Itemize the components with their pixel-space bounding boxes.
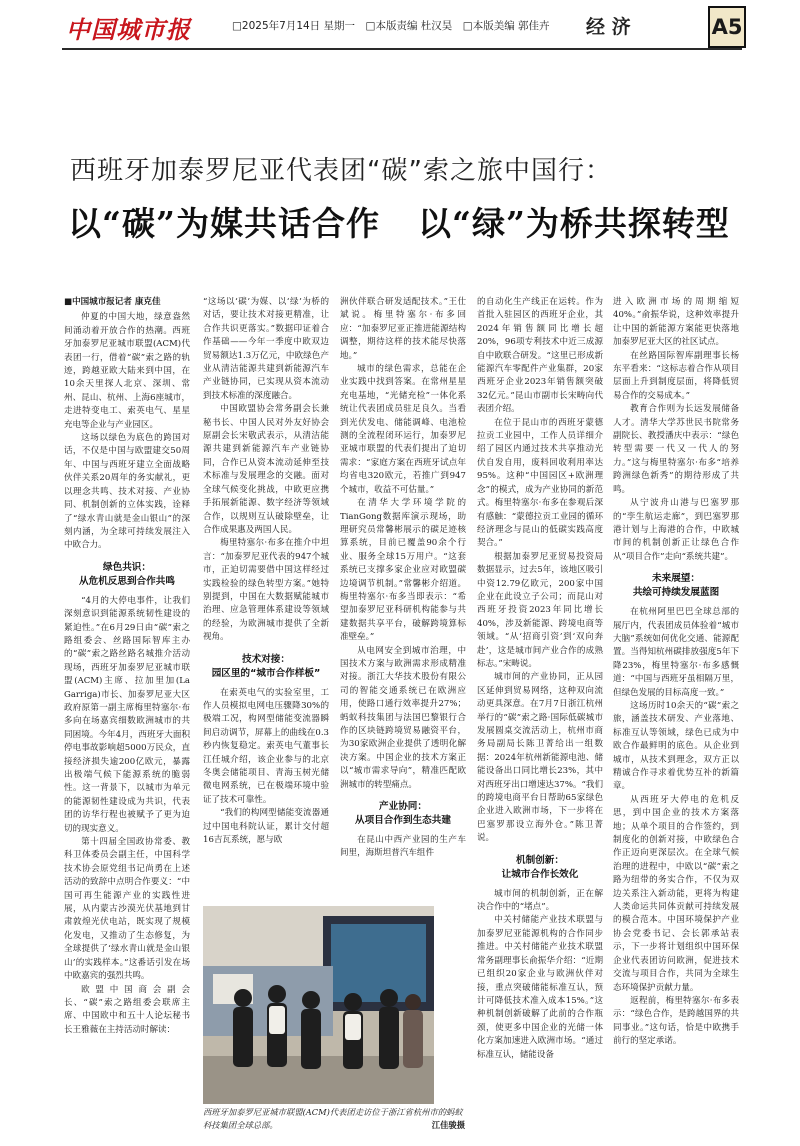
section-heading: 绿色共识： 从危机反思到合作共鸣 <box>79 561 175 587</box>
paragraph: 在昆山中西产业园的生产车间里，海斯坦普汽车组件 <box>340 835 466 859</box>
headline-part-1: 以“碳”为媒共话合作 <box>68 204 380 243</box>
page-number: A5 <box>708 6 746 48</box>
photo-caption <box>203 1106 465 1132</box>
photo-credit: 江佳骏摄 <box>431 1120 465 1130</box>
paragraph: 从西班牙大停电的危机反思，到中国企业的技术方案落地；从单个项目的合作签约，到制度化的创新对接，中欧绿色合作正迈向更深层次。在全球气候治理的进程中，中欧以“碳”索之路为纽带的务实合作，不仅为双边关系注入新动能，更将为构建人类命运共同体贡献可持续发展的模合范本。中国环境保护产业协会党委书记、会长郭承站表示，下一步将计划组织中国环保企业代表团访问欧洲，促进技术交流与项目合作，共同为全球生态环境保护贡献力量。 <box>613 794 739 993</box>
paragraph: 在索英电气的实验室里，工作人员模拟电网电压骤降30%的极端工况，构网型储能变流器瞬间启动调节，屏幕上的曲线在0.3秒内恢复稳定。索英电气董事长江任城介绍，该企业参与的北京冬奥会储能项目、青海玉树光储微电网系统，已在极端环境中验证了技术可靠性。 <box>203 687 329 805</box>
section-heading: 产业协同： 从项目合作到生态共建 <box>355 801 451 827</box>
dateline: □2025年7月14日 星期一 □本版责编 杜汉昊 □本版美编 郭佳卉 <box>232 20 550 32</box>
masthead <box>0 0 800 54</box>
article-column-5 <box>613 296 739 1049</box>
paragraph: 中国欧盟协会常务副会长兼秘书长、中国人民对外友好协会原副会长宋敬武表示，从清洁能源共建到新能源汽车产业链协同，合作已从资本流动延伸至技术标准与发展理念的交融。面对全球气候变化挑战，中欧更应携手拓展新能源、数字经济等领域合作，以规则互认破除壁垒，让合作成果惠及两国人民。 <box>203 404 329 535</box>
paragraph: 在丝路国际智库副理事长杨东平看来：“这标志着合作从项目层面上升到制度层面，将降低贸易合作的交易成本。” <box>613 350 739 401</box>
paragraph: 城市间的产业协同，正从园区延伸到贸易网络，这种双向流动更具深意。在7月7日浙江杭州举行的“碳”索之路·国际低碳城市发展圆桌交流活动上，杭州市商务局副局长陈卫菁给出一组数据：2024年杭州新能源电池、储能设备出口同比增长23%，其中对西班牙出口增速达37%。“我们的跨境电商平台日帮助65家绿色企业进入欧洲市场，下一步将在巴塞罗那设立海外仓。”陈卫菁说。 <box>477 672 603 844</box>
paragraph: “我们的构网型储能变流器通过中国电科院认证，累计交付超16吉瓦系统，愿与欧 <box>203 808 329 846</box>
headline-part-2: 以“绿”为桥共探转型 <box>417 204 730 243</box>
paragraph: 在清华大学环境学院的TianGong数据库演示现场，助理研究员常馨彬展示的碳足迹核算系统，目前已覆盖90余个行业、服务全球15万用户。“这套系统已支撑多家企业应对欧盟碳边境调节机制。”常馨彬介绍道。梅里特塞尔·布多当即表示：“希望加泰罗尼亚科研机构能参与共建数据共享平台，破解跨境算标准壁垒。” <box>340 498 466 643</box>
section-label: 经 济 <box>586 16 631 38</box>
paragraph: 根据加泰罗尼亚贸易投资局数据显示，过去5年，该地区吸引中资12.79亿欧元，200家中国企业在此设立子公司；而昆山对西班牙投资2023年同比增长40%，涉及新能源、跨境电商等领域。“从‘招商引资’到‘双向奔赴’，这是城市间产业合作的成熟标志。”宋畴说。 <box>477 551 603 669</box>
section-heading: 技术对接： 园区里的“城市合作样板” <box>211 653 321 679</box>
article-headline <box>68 198 738 245</box>
paragraph: 教育合作则为长远发展储备人才。清华大学苏世民书院常务副院长、教授潘庆中表示：“绿色转型需要一代又一代人的努力。”这与梅里特塞尔·布多“培养跨洲绿色新秀”的期待形成了共鸣。 <box>613 404 739 495</box>
section-heading: 机制创新： 让城市合作长效化 <box>501 854 579 880</box>
paragraph: 洲伙伴联合研发适配技术。”王仕斌说。梅里特塞尔·布多回应：“加泰罗尼亚正推进能源结构调整，期待这样的技术能尽快落地。” <box>340 297 466 361</box>
paragraph: 在位于昆山市的西班牙蒙德拉贡工业园中，工作人员详细介绍了园区内通过技术共享推动光伏自发自用，废料回收利用率达95%。这种“中国园区+欧洲理念”的模式，成为产业协同的新范式。梅里特塞尔·布多在参观后深有感触：“蒙德拉贡工业园的循环经济理念与昆山的低碳实践高度契合。” <box>477 417 603 549</box>
article-column-2 <box>203 296 329 847</box>
paragraph: 这场历时10余天的“碳”索之旅，涵盖技术研发、产业落地、标准互认等领域，绿色已成为中欧合作最鲜明的底色。从企业到城市，从技术到理念，双方正以精诚合作寻求着优势互补的新篇章。 <box>613 700 739 792</box>
paragraph: 第十四届全国政协常委、教科卫体委员会副主任，中国科学技术协会原党组书记尚勇在上述活动的致辞中点明合作要义：“中国可再生能源产业的实践性进展，从内蒙古沙漠光伏基地到甘肃敦煌光伏电站，既实现了规模化发电，又推动了生态修复，为全球提供了‘绿水青山就是金山银山’的实践样本。”这番话引发在场中欧嘉宾的强烈共鸣。 <box>64 837 190 982</box>
paragraph: 城市间的机制创新，正在解决合作中的“堵点”。 <box>477 888 603 913</box>
paragraph: 从宁波舟山港与巴塞罗那的“孪生航运走廊”，到巴塞罗那港计划与上海港的合作，中欧城市间的机制创新正让绿色合作从“项目合作”走向“系统共建”。 <box>613 498 739 562</box>
newspaper-logo: 中国城市报 <box>66 15 191 44</box>
article-column-1 <box>64 296 190 1037</box>
masthead-rule <box>62 48 742 50</box>
paragraph: 的自动化生产线正在运转。作为首批入驻园区的西班牙企业，其2024年销售额同比增长超20%，96项专利技术中近三成源自中欧联合研发。“这里已形成新能源汽车零配件产业集群，20家西班牙企业2023年销售额突破32亿元。”昆山市副市长宋畴向代表团介绍。 <box>477 297 603 415</box>
article-column-3 <box>340 296 466 861</box>
paragraph: “这场以‘碳’为媒、以‘绿’为桥的对话，要让技术对接更精准，让合作共识更落实。”数据印证着合作基础——今年一季度中欧双边贸易额达1.3万亿元，中欧绿色产业从清洁能源共建到新能源汽车产业链协同，已实现从资本流动到技术标准的深度融合。 <box>203 297 329 401</box>
paragraph: “4月的大停电事件，让我们深刻意识到能源系统韧性建设的紧迫性。”在6月29日由“碳”索之路组委会、丝路国际智库主办的“碳”索之路丝路名城推介活动现场，西班牙加泰罗尼亚城市联盟(ACM)主席、拉加里加(La Garriga)市长、加泰罗尼亚大区政府原第一副主席梅里特塞尔·布多向在场嘉宾细数欧洲城市的共同困境。今年4月，西班牙大面积停电事故影响超5000万民众，直接经济损失逾200亿欧元，暴露出极端气候下能源系统的脆弱性。这一背景下，以城市为单元的能源韧性建设成为共识，代表团的访华行程也被赋予了更为迫切的现实意义。 <box>64 595 190 834</box>
paragraph: 欧盟中国商会副会长、“碳”索之路组委会联席主席、中国欧中和五十人论坛秘书长王雅薇在主持活动时解读： <box>64 984 190 1035</box>
article-column-4 <box>477 296 603 1062</box>
paragraph: 从电网安全到城市治理，中国技术方案与欧洲需求形成精准对接。浙江大华技术股份有限公司的智能交通系统已在欧洲应用，使路口通行效率提升27%；蚂蚁科技集团与法国巴黎银行合作的区块链跨境贸易融资平台，为30家欧洲企业提供了透明化解决方案。中国企业的技术方案正以“城市需求导向”，精准匹配欧洲城市的转型痛点。 <box>340 645 466 790</box>
article-subhead: 西班牙加泰罗尼亚代表团“碳”索之旅中国行： <box>70 156 612 186</box>
paragraph: 在杭州阿里巴巴全球总部的展厅内，代表团成员体验着“城市大脑”系统如何优化交通、能源配置。当得知杭州碳排放强度5年下降23%，梅里特塞尔·布多感慨道：“中国与西班牙虽相隔万里，但绿色发展的目标高度一致。” <box>613 607 739 698</box>
paragraph: 中关村储能产业技术联盟与加泰罗尼亚能源机构的合作同步推进。中关村储能产业技术联盟常务副理事长俞振华介绍：“近期已组织20家企业与欧洲伙伴对接，重点突破储能标准互认，预计可降低技术准入成本15%。”这种机制创新破解了此前的合作瓶颈，使更多中国企业的光储一体化方案加速进入欧洲市场。“通过标准互认，储能设备 <box>477 915 603 1060</box>
delegation-photo <box>203 906 434 1104</box>
paragraph: 返程前，梅里特塞尔·布多表示：“绿色合作，是跨越国界的共同事业。”这句话，恰是中欧携手前行的坚定承诺。 <box>613 995 739 1047</box>
paragraph: 城市的绿色需求，总能在企业实践中找到答案。在常州星星充电基地，“光储充检”一体化系统让代表团成员驻足良久。当看到光伏发电、储能调峰、电池检测的全流程闭环运行，加泰罗尼亚城市联盟的代表们提出了迫切需求：“家庭方案在西班牙试点年均省电320欧元，若推广到947个城市，收益不可估量。” <box>340 364 466 495</box>
byline: ■中国城市报记者 康克佳 <box>64 297 161 307</box>
paragraph: 进入欧洲市场的周期缩短40%。”俞振华说，这种效率提升让中国的新能源方案能更快落地加泰罗尼亚大区的社区试点。 <box>613 297 739 348</box>
caption-text: 西班牙加泰罗尼亚城市联盟(ACM)代表团走访位于浙江省杭州市的蚂蚁科技集团全球总部。 <box>203 1107 463 1130</box>
paragraph: 仲夏的中国大地，绿意盎然间涌动着开放合作的热潮。西班牙加泰罗尼亚城市联盟(ACM)代表团一行，借着“碳”索之路的轨迹，跨越亚欧大陆来到中国，在10余天里探人北京、深圳、常州、昆山、杭州、上海6座城市，走进特变电工、索英电气、星星充电等企业与产业园区。 <box>64 312 190 430</box>
paragraph: 这场以绿色为底色的跨国对话，不仅是中国与欧盟建交50周年、中国与西班牙建立全面战略伙伴关系20周年的务实献礼，更以理念共鸣、技术对接、产业协同、机制创新的立体实践，诠释了“绿水青山就是金山银山”的深刻内涵，为全球可持续发展注入中欧合力。 <box>64 433 190 551</box>
paragraph: 梅里特塞尔·布多在推介中坦言：“加泰罗尼亚代表的947个城市，正迫切需要借中国这样经过实践检验的绿色转型方案。”她特别提到，中国在大数据赋能城市治理、应急管理体系建设等领域的经验，为欧洲城市提供了全新视角。 <box>203 538 329 643</box>
section-heading: 未来展望： 共绘可持续发展蓝图 <box>632 573 720 599</box>
